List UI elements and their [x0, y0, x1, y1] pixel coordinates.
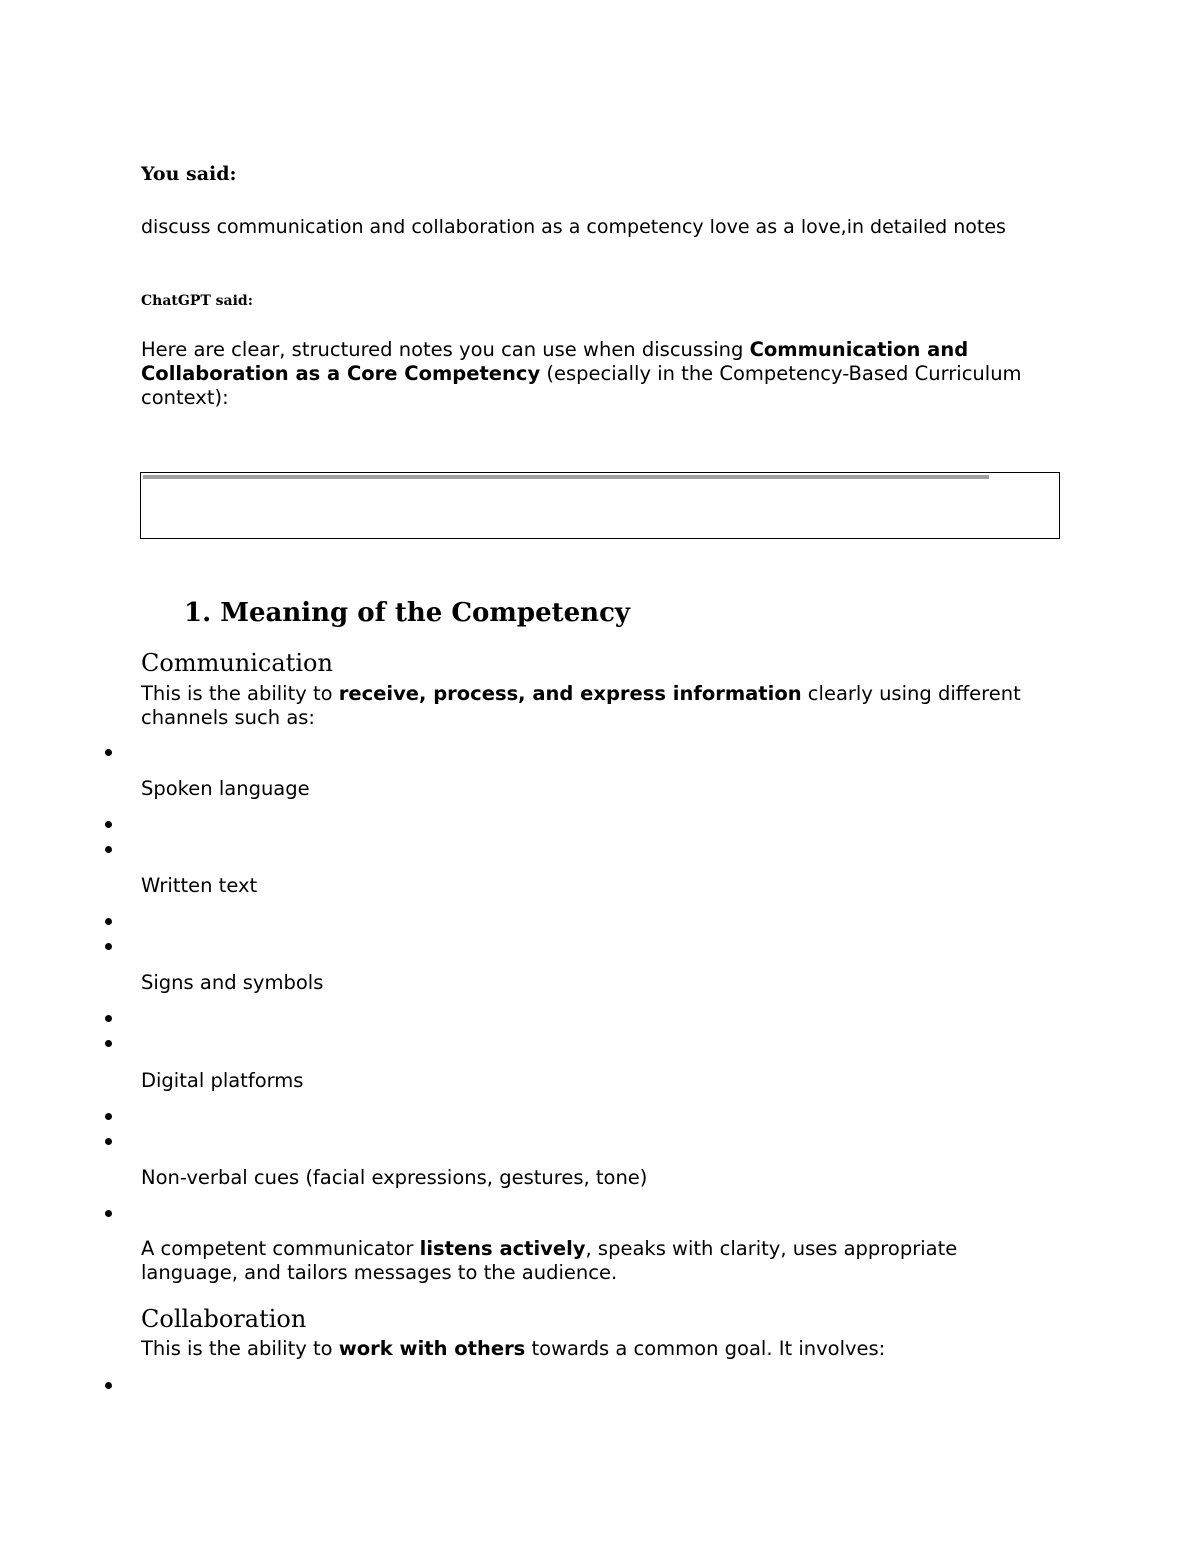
- bullet-marker: [105, 846, 112, 853]
- you-said-label: You said:: [141, 163, 237, 185]
- bullet-marker: [105, 749, 112, 756]
- intro-bold-topic: Communication and Collaboration as a Core Competency: [141, 338, 969, 385]
- bullet-marker: [105, 1382, 112, 1389]
- bullet-marker: [105, 918, 112, 925]
- collaboration-intro-paragraph: [141, 1337, 1041, 1361]
- assistant-intro-paragraph: [141, 338, 1041, 410]
- communicator-summary-paragraph: [141, 1237, 1041, 1285]
- list-item-signs-symbols: Signs and symbols: [141, 971, 324, 994]
- list-item-non-verbal-cues: Non-verbal cues (facial expressions, gestures, tone): [141, 1166, 648, 1189]
- bullet-marker: [105, 1113, 112, 1120]
- bullet-marker: [105, 1210, 112, 1217]
- subheading-collaboration: Collaboration: [141, 1305, 307, 1333]
- horizontal-rule-box: [140, 472, 1060, 539]
- intro-text-2: (especially in the Competency-Based Curriculum context):: [141, 362, 1022, 409]
- comm-intro-text-2: clearly using different channels such as:: [141, 682, 1021, 729]
- chatgpt-said-label: ChatGPT said:: [141, 293, 253, 309]
- list-item-spoken-language: Spoken language: [141, 777, 310, 800]
- collab-intro-bold: work with others: [338, 1337, 526, 1360]
- bullet-marker: [105, 1138, 112, 1145]
- user-prompt-text: discuss communication and collaboration as a competency love as a love,in detailed notes: [141, 216, 1006, 238]
- comm-intro-bold: receive, process, and express information: [338, 682, 802, 705]
- summary-bold: listens actively: [419, 1237, 586, 1260]
- comm-intro-text-1: This is the ability to: [141, 682, 339, 705]
- collab-intro-text-2: towards a common goal. It involves:: [525, 1337, 886, 1360]
- summary-text-2: , speaks with clarity, uses appropriate language, and tailors messages to the audience.: [141, 1237, 958, 1284]
- bullet-marker: [105, 943, 112, 950]
- communication-intro-paragraph: [141, 682, 1041, 730]
- subheading-communication: Communication: [141, 649, 333, 677]
- section-heading-meaning: 1. Meaning of the Competency: [184, 598, 631, 628]
- bullet-marker: [105, 1015, 112, 1022]
- list-item-digital-platforms: Digital platforms: [141, 1069, 304, 1092]
- list-item-written-text: Written text: [141, 874, 258, 897]
- summary-text-1: A competent communicator: [141, 1237, 420, 1260]
- intro-text-1: Here are clear, structured notes you can use when discussing: [141, 338, 750, 361]
- bullet-marker: [105, 821, 112, 828]
- collab-intro-text-1: This is the ability to: [141, 1337, 339, 1360]
- bullet-marker: [105, 1040, 112, 1047]
- horizontal-rule-line: [143, 475, 989, 479]
